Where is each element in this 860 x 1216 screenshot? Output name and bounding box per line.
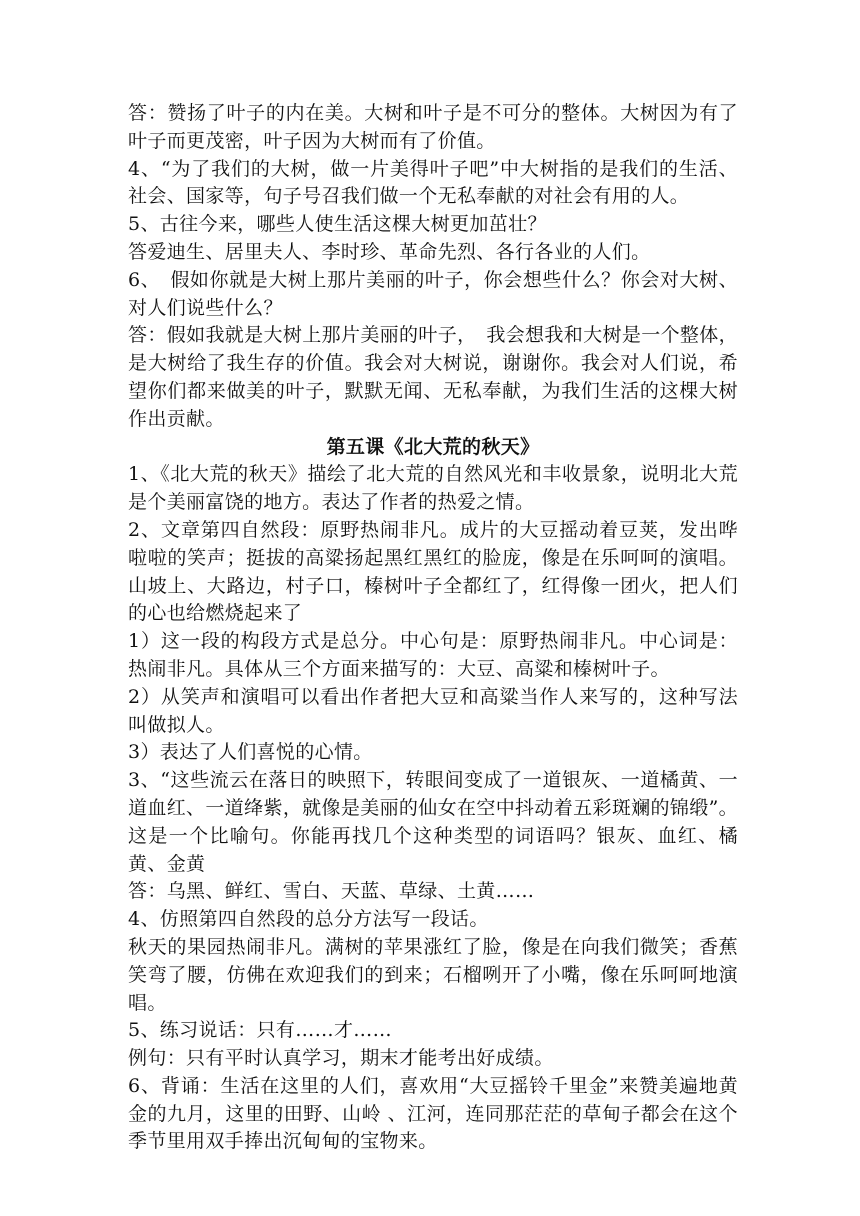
answer-paragraph: 答：假如我就是大树上那片美丽的叶子， 我会想我和大树是一个整体，是大树给了我生存的价值。我会对大树说，谢谢你。我会对人们说，希望你们都来做美的叶子，默默无闻、无私奉献，为我们生活的这棵大树作出贡献。 [128,324,738,430]
answer-paragraph: 2）从笑声和演唱可以看出作者把大豆和高粱当作人来写的，这种写法叫做拟人。 [128,685,738,736]
question-paragraph: 4、“为了我们的大树，做一片美得叶子吧”中大树指的是我们的生活、社会、国家等，句子号召我们做一个无私奉献的对社会有用的人。 [128,157,738,208]
answer-paragraph: 答：赞扬了叶子的内在美。大树和叶子是不可分的整体。大树因为有了叶子而更茂密，叶子因为大树而有了价值。 [128,102,738,152]
answer-paragraph: 1）这一段的构段方式是总分。中心句是：原野热闹非凡。中心词是：热闹非凡。具体从三个方面来描写的：大豆、高粱和榛树叶子。 [128,630,738,680]
question-paragraph: 2、文章第四自然段：原野热闹非凡。成片的大豆摇动着豆荚，发出哗啦啦的笑声；挺拔的高粱扬起黑红黑红的脸庞，像是在乐呵呵的演唱。山坡上、大路边，村子口，榛树叶子全都红了，红得像一团火，把人们的心也给燃烧起来了 [128,518,738,625]
question-paragraph: 5、练习说话：只有……才…… [128,1019,392,1042]
document-page [128,100,738,1156]
answer-paragraph: 3）表达了人们喜悦的心情。 [128,741,373,764]
question-paragraph: 5、古往今来，哪些人使生活这棵大树更加茁壮？ [128,213,547,236]
question-paragraph: 3、“这些流云在落日的映照下，转眼间变成了一道银灰、一道橘黄、一道血红、一道绛紫，就像是美丽的仙女在空中抖动着五彩斑斓的锦缎”。这是一个比喻句。你能再找几个这种类型的词语吗？银灰、血红、橘黄、金黄 [128,769,738,875]
answer-paragraph: 答爱迪生、居里夫人、李时珍、革命先烈、各行各业的人们。 [128,240,651,263]
answer-paragraph: 例句：只有平时认真学习，期末才能考出好成绩。 [128,1047,554,1070]
question-paragraph: 6、背诵：生活在这里的人们，喜欢用“大豆摇铃千里金”来赞美遍地黄金的九月，这里的田野、山岭 、江河，连同那茫茫的草甸子都会在这个季节里用双手捧出沉甸甸的宝物来。 [128,1074,738,1153]
answer-paragraph: 答：乌黑、鲜红、雪白、天蓝、草绿、土黄…… [128,880,535,903]
answer-paragraph: 秋天的果园热闹非凡。满树的苹果涨红了脸，像是在向我们微笑；香蕉笑弯了腰，仿佛在欢迎我们的到来；石榴咧开了小嘴，像在乐呵呵地演唱。 [128,935,738,1014]
question-paragraph: 4、仿照第四自然段的总分方法写一段话。 [128,908,489,931]
question-paragraph: 6、 假如你就是大树上那片美丽的叶子，你会想些什么？你会对大树、对人们说些什么？ [128,268,738,319]
lesson-title: 第五课《北大荒的秋天》 [326,435,540,458]
question-paragraph: 1、《北大荒的秋天》描绘了北大荒的自然风光和丰收景象，说明北大荒是个美丽富饶的地方。表达了作者的热爱之情。 [128,463,738,514]
